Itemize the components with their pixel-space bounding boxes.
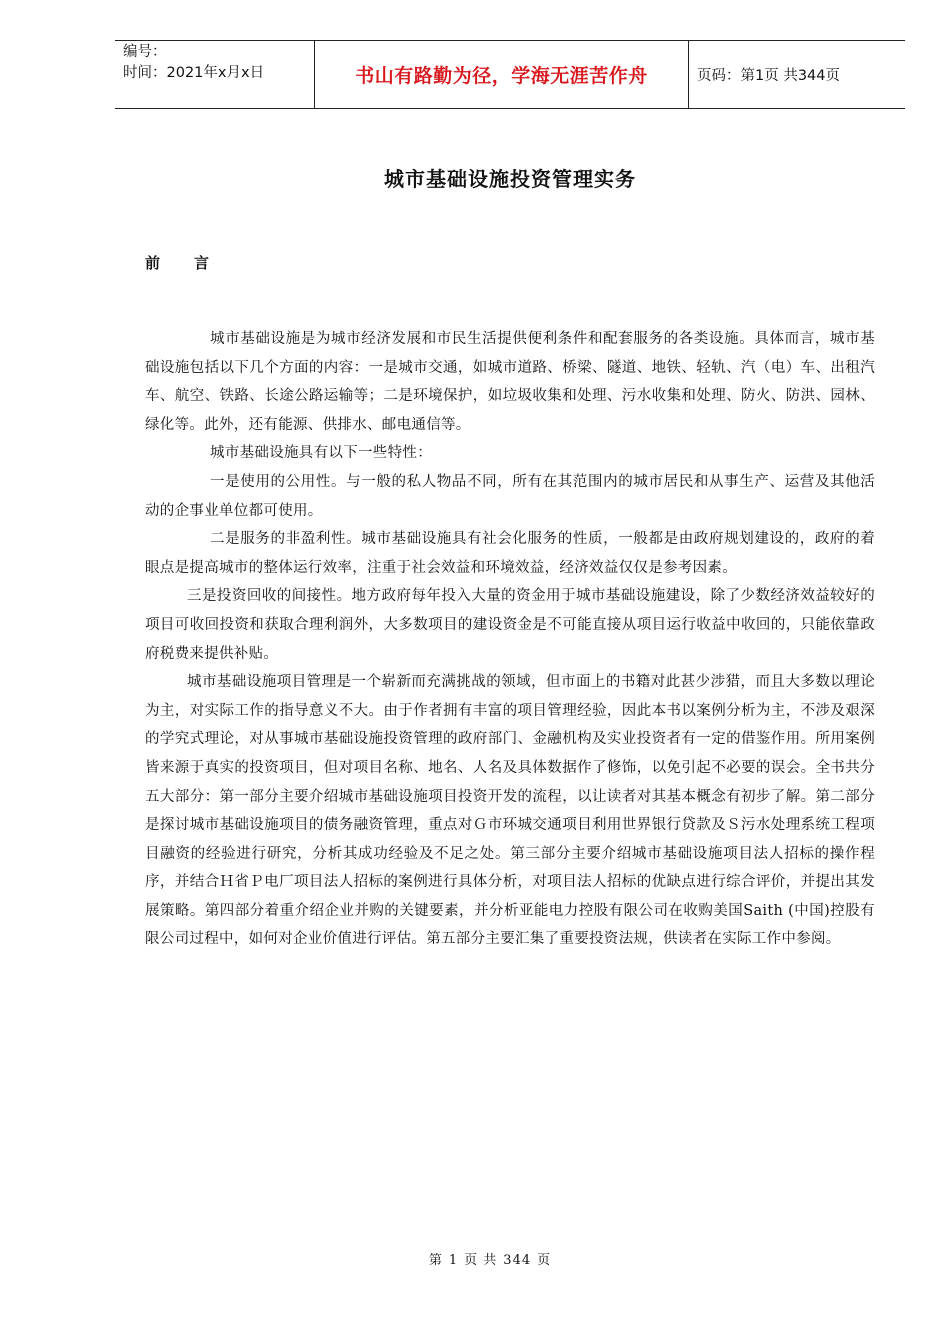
time-label: 时间：2021年x月x日 [123, 65, 265, 81]
paragraph: 一是使用的公用性。与一般的私人物品不同，所有在其范围内的城市居民和从事生产、运营及其他活动的企事业单位都可使用。 [145, 473, 875, 519]
paragraph: 城市基础设施是为城市经济发展和市民生活提供便利条件和配套服务的各类设施。具体而言，城市基础设施包括以下几个方面的内容：一是城市交通，如城市道路、桥梁、隧道、地铁、轻轨、汽（电）车、出租汽车、航空、铁路、长途公路运输等；二是环境保护，如垃圾收集和处理、污水收集和处理、防火、防洪、园林、绿化等。此外，还有能源、供排水、邮电通信等。 [145, 331, 875, 433]
footer-page-number: 1 [448, 1253, 459, 1268]
header-meta-cell [115, 41, 315, 108]
paragraph: 城市基础设施具有以下一些特性： [210, 445, 432, 462]
footer-suffix: 页 [537, 1253, 552, 1268]
header-page-info: 页码：第1页 共344页 [697, 68, 841, 84]
number-label: 编号： [123, 44, 167, 60]
header-motto: 书山有路勤为径，学海无涯苦作舟 [315, 41, 689, 108]
footer-middle: 页 共 [464, 1253, 498, 1268]
document-title: 城市基础设施投资管理实务 [384, 167, 636, 191]
footer-prefix: 第 [428, 1253, 443, 1268]
document-body [145, 325, 875, 954]
paragraph: 二是服务的非盈利性。城市基础设施具有社会化服务的性质，一般都是由政府规划建设的，政府的着眼点是提高城市的整体运行效率，注重于社会效益和环境效益，经济效益仅仅是参考因素。 [145, 531, 875, 576]
header-table [115, 40, 905, 109]
section-heading: 前言 [145, 254, 244, 272]
footer-total-pages: 344 [503, 1253, 532, 1268]
paragraph: 三是投资回收的间接性。地方政府每年投入大量的资金用于城市基础设施建设，除了少数经济效益较好的项目可收回投资和获取合理利润外，大多数项目的建设资金是不可能直接从项目运行收益中收回的，只能依靠政府税费来提供补贴。 [145, 588, 875, 662]
paragraph: 城市基础设施项目管理是一个崭新而充满挑战的领域，但市面上的书籍对此甚少涉猎，而且大多数以理论为主，对实际工作的指导意义不大。由于作者拥有丰富的项目管理经验，因此本书以案例分析为主，不涉及艰深的学究式理论，对从事城市基础设施投资管理的政府部门、金融机构及实业投资者有一定的借鉴作用。所用案例皆来源于真实的投资项目，但对项目名称、地名、人名及具体数据作了修饰，以免引起不必要的误会。全书共分五大部分：第一部分主要介绍城市基础设施项目投资开发的流程，以让读者对其基本概念有初步了解。第二部分是探讨城市基础设施项目的债务融资管理，重点对Ｇ市环城交通项目利用世界银行贷款及Ｓ污水处理系统工程项目融资的经验进行研究，分析其成功经验及不足之处。第三部分主要介绍城市基础设施项目法人招标的操作程序，并结合Ｈ省Ｐ电厂项目法人招标的案例进行具体分析，对项目法人招标的优缺点进行综合评价，并提出其发展策略。第四部分着重介绍企业并购的关键要素，并分析亚能电力控股有限公司在收购美国Saith (中国)控股有限公司过程中，如何对企业价值进行评估。第五部分主要汇集了重要投资法规，供读者在实际工作中参阅。 [145, 674, 875, 948]
page-footer [0, 1249, 950, 1268]
